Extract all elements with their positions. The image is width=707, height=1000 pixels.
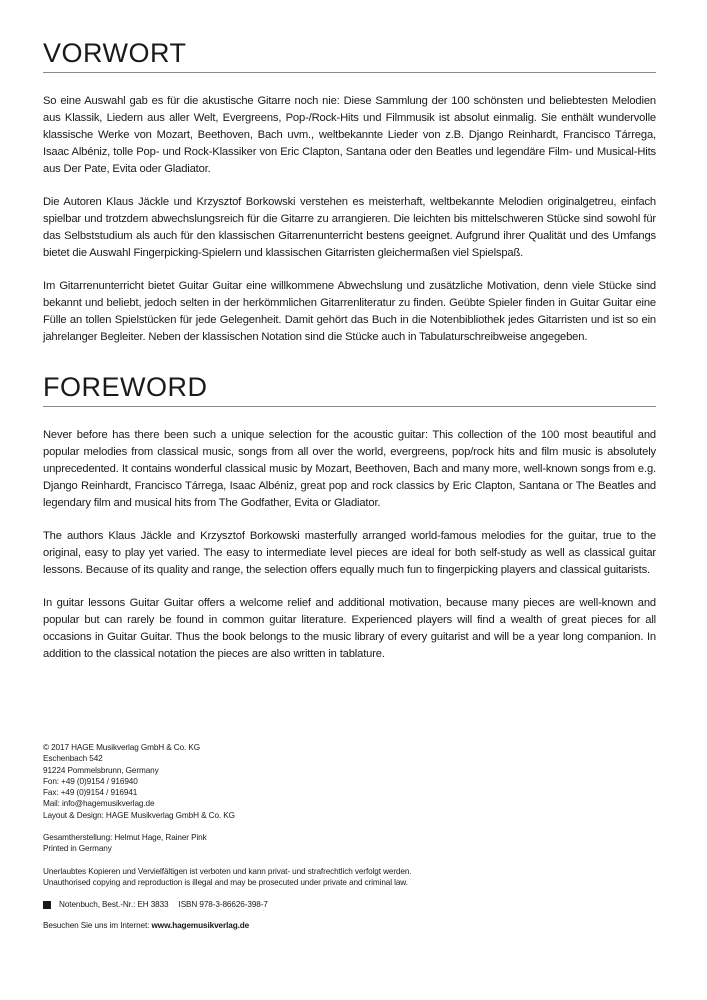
vorwort-divider: [43, 72, 656, 73]
imprint-layout-design: Layout & Design: HAGE Musikverlag GmbH & Co. KG: [43, 810, 235, 820]
black-square-icon: [43, 901, 51, 909]
imprint-copyright: © 2017 HAGE Musikverlag GmbH & Co. KG: [43, 743, 201, 752]
imprint-legal-de: Unerlaubtes Kopieren und Vervielfältigen ist verboten und kann privat- und strafrechtlich verfolgt werden.: [43, 866, 412, 876]
foreword-heading: FOREWORD: [43, 372, 208, 402]
website-line: [43, 920, 656, 931]
website-prefix: Besuchen Sie uns im Internet:: [43, 920, 150, 930]
page-content: [43, 36, 656, 679]
imprint-printed: Printed in Germany: [43, 844, 112, 854]
order-number: Notenbuch, Best.-Nr.: EH 3833: [59, 900, 169, 910]
imprint-mail[interactable]: Mail: info@hagemusikverlag.de: [43, 799, 155, 809]
imprint-phone: Fon: +49 (0)9154 / 916940: [43, 776, 138, 786]
order-info: [43, 899, 656, 910]
imprint: [43, 742, 656, 931]
foreword-section: [43, 370, 656, 663]
foreword-paragraph-1: Never before has there been such a unique selection for the acoustic guitar: This collection of the 100 most beautiful and popular melodies from classical music, songs from all over the world, evergreens, pop/rock hits and film music is absolutely unprecedented. It contains wonderful classical music by Mozart, Beethoven, Bach and many more, well-known songs from e.g. Django Reinhardt, Francisco Tárrega, Isaac Albéniz, great pop and rock classics by Eric Clapton, Santana or The Beatles and legendary film and musical hits from The Godfather, Evita or Gladiator.: [43, 429, 656, 509]
imprint-street: Eschenbach 542: [43, 754, 103, 764]
foreword-paragraph-3: In guitar lessons Guitar Guitar offers a welcome relief and additional motivation, because many pieces are well-known and popular but can rarely be found in common guitar literature. Experienced players will find a wealth of great pieces for all occasions in Guitar Guitar. Thus the book belongs to the music library of every guitarist and will be a year long companion. In addition to the classical notation the pieces are also written in tablature.: [43, 597, 656, 660]
foreword-paragraph-2: The authors Klaus Jäckle and Krzysztof Borkowski masterfully arranged world-famous melodies for the guitar, true to the original, easy to play yet varied. The easy to intermediate level pieces are ideal for both self-study as well as classical guitar lessons. Because of its quality and range, the selection offers equally much fun to fingerpicking players and classical guitarists.: [43, 530, 656, 576]
imprint-legal-en: Unauthorised copying and reproduction is illegal and may be prosecuted under private and criminal law.: [43, 877, 408, 887]
website-link[interactable]: www.hagemusikverlag.de: [151, 920, 250, 930]
isbn: ISBN 978-3-86626-398-7: [178, 900, 268, 910]
vorwort-heading: VORWORT: [43, 38, 187, 68]
imprint-fax: Fax: +49 (0)9154 / 916941: [43, 788, 138, 798]
foreword-divider: [43, 406, 656, 407]
vorwort-paragraph-2: Die Autoren Klaus Jäckle und Krzysztof Borkowski verstehen es meisterhaft, weltbekannte Melodien originalgetreu, einfach spielbar und trotzdem abwechslungsreich für die Gitarre zu arrangieren. Die leichten bis mittelschweren Stücke sind sowohl für das Selbststudium als auch für den klassischen Gitarrenunterricht bestens geeignet. Aufgrund ihrer Qualität und des Umfangs bietet die Auswahl Fingerpicking-Spielern und klassischen Gitarristen gleichermaßen viel Spielspaß.: [43, 196, 656, 259]
vorwort-section: [43, 36, 656, 346]
imprint-city: 91224 Pommelsbrunn, Germany: [43, 765, 159, 775]
imprint-production: Gesamtherstellung: Helmut Hage, Rainer Pink: [43, 833, 207, 843]
vorwort-paragraph-1: So eine Auswahl gab es für die akustische Gitarre noch nie: Diese Sammlung der 100 schönsten und beliebtesten Melodien aus Klassik, Liedern aus aller Welt, Evergreens, Pop-/Rock-Hits und Filmmusik ist absolut einmalig. Sie enthält wundervolle klassische Werke von Mozart, Beethoven, Bach uvm., weltbekannte Lieder von z.B. Django Reinhardt, Francisco Tárrega, Isaac Albéniz, tolle Pop- und Rock-Klassiker von Eric Clapton, Santana oder den Beatles und legendäre Film- und Musical-Hits aus Der Pate, Evita oder Gladiator.: [43, 95, 656, 175]
vorwort-paragraph-3: Im Gitarrenunterricht bietet Guitar Guitar eine willkommene Abwechslung und zusätzliche Motivation, denn viele Stücke sind bekannt und beliebt, jedoch selten in der herkömmlichen Gitarrenliteratur zu finden. Geübte Spieler finden in Guitar Guitar eine Fülle an tollen Spielstücken für jede Gelegenheit. Damit gehört das Buch in die Notenbibliothek jedes Gitarristen und ist so ein jahrelanger Begleiter. Neben der klassischen Notation sind die Stücke auch in Tabulaturschreibweise angegeben.: [43, 280, 656, 343]
